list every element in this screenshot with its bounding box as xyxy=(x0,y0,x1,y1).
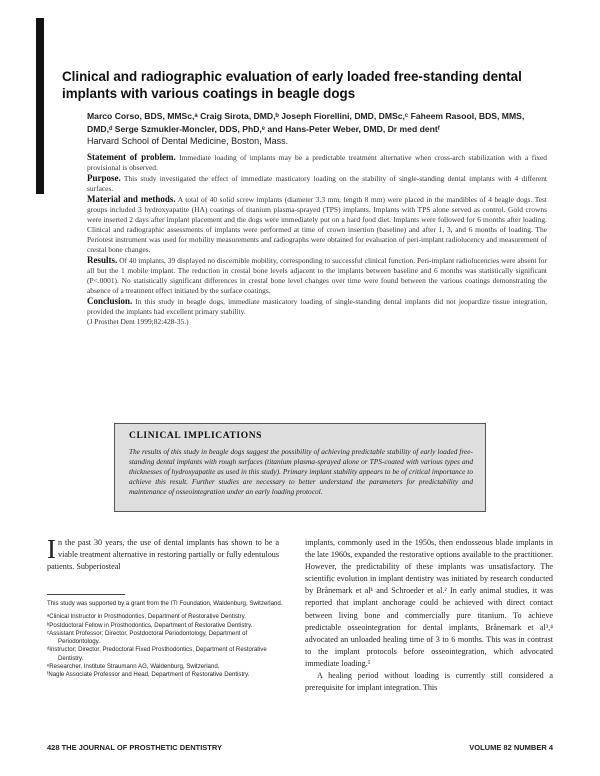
footnote-c: ᶜAssistant Professor; Director, Postdoctoral Periodontology, Department of Periodontology. xyxy=(47,629,248,646)
author-list: Marco Corso, BDS, MMSc,ᵃ Craig Sirota, DMD,ᵇ Joseph Fiorellini, DMD, DMSc,ᶜ Faheem Rasool, BDS, MMS, DMD,ᵈ Serge Szmukler-Moncler, DDS, PhD,ᵉ and Hans-Peter Weber, DMD, Dr med dentᶠ xyxy=(87,111,525,134)
footnote-d: ᵈInstructor; Director, Predoctoral Fixed Prosthodontics, Department of Restorative Dentistry. xyxy=(47,646,267,662)
abstract-problem xyxy=(87,152,547,173)
affiliation: Harvard School of Dental Medicine, Boston, Mass. xyxy=(87,136,289,146)
abstract-conclusion-text: In this study in beagle dogs, immediate masticatory loading of single-standing dental implants did not jeopardize tissue integration, provided the implants had excellent primary stability. xyxy=(87,297,547,316)
abstract-purpose-text: This study investigated the effect of immediate masticatory loading on the stability of single-standing dental implants with 4 different surfaces. xyxy=(87,174,547,193)
article-title: Clinical and radiographic evaluation of early loaded free-standing dental implants with various coatings in beagle dogs xyxy=(62,69,522,101)
abstract-problem-heading: Statement of problem. xyxy=(87,152,176,162)
abstract-results-heading: Results. xyxy=(87,255,118,265)
footnote-a: ᵃClinical Instructor in Prosthodontics, Department of Restorative Dentistry. xyxy=(47,613,246,621)
abstract-conclusion xyxy=(87,296,547,317)
abstract-problem-text: Immediate loading of implants may be a predictable treatment alternative when cross-arch stabilization with a fixed provisional is observed. xyxy=(87,153,547,172)
intro-paragraph: n the past 30 years, the use of dental implants has shown to be a viable treatment alternative in restoring partially or fully edentulous patients. Subperiosteal xyxy=(47,538,279,572)
abstract-purpose-heading: Purpose. xyxy=(87,173,121,183)
clinical-implications-box xyxy=(114,423,486,512)
abstract-methods-text: A total of 40 solid screw implants (diameter 3.3 mm, length 8 mm) were placed in the mandibles of 4 beagle dogs. Test groups included 3 hydroxyapatite (HA) coatings of titanium plasma-sprayed (TPS) implants. Implants with TPS alone served as control. Gold crowns were inserted 2 days after implant placement and the dogs were immediately put on a hard food diet. Implants were followed for 6 months after loading. Clinical and radiographic assessments of implants were performed at time of crown insertion (baseline) and after 1, 3, and 6 months of loading. The Periotest instrument was used for mobility measurements and radiographs were obtained for evaluation of peri-implant radiolucency and measurement of crestal bone changes. xyxy=(87,195,547,254)
body-column-left xyxy=(47,534,279,573)
body-paragraph: A healing period without loading is currently still considered a prerequisite for implant integration. This xyxy=(305,671,553,693)
clinical-implications-text: The results of this study in beagle dogs suggest the possibility of achieving predictable stability of early loaded free-standing dental implants with rough surfaces (titanium plasma-sprayed alone or TPS-coated with various types and thicknesses of hydroxyapatite as used in this study). Primary implant stability appears to be of critical importance to achieve this result. Further studies are necessary to better understand the parameters for predictability and maintenance of osseointegration under an early loading protocol. xyxy=(129,447,473,496)
abstract-results xyxy=(87,255,547,296)
abstract-methods xyxy=(87,194,547,255)
footnote-b: ᵇPostdoctoral Fellow in Prosthodontics, Department of Restorative Dentistry. xyxy=(47,621,253,629)
body-paragraph: implants, commonly used in the 1950s, then endosseous blade implants in the late 1960s, expanded the restorative options available to the practitioner. However, the predictability of these implants was unsatisfactory. The scientific evolution in implant dentistry was initiated by research conducted by Brånemark et al¹ and Schroeder et al.² In early animal studies, it was reported that implant anchorage could be achieved with direct contact between living bone and commercially pure titanium. To achieve predictable osseointegration for dental implants, Brånemark et al³,⁴ advocated an unloaded healing time of 3 to 6 months. This was in contrast to the implant protocols before osseointegration, which advocated immediate loading.⁵ xyxy=(305,538,553,668)
abstract-purpose xyxy=(87,173,547,194)
abstract-conclusion-heading: Conclusion. xyxy=(87,296,133,306)
footnote-divider xyxy=(47,594,125,595)
decorative-side-bar xyxy=(36,18,44,194)
footnote-e: ᵉResearcher, Institute Straumann AG, Waldenburg, Switzerland. xyxy=(47,663,220,671)
body-column-right xyxy=(305,537,553,694)
footnote-f: ᶠNagle Associate Professor and Head, Department of Restorative Dentistry. xyxy=(47,671,250,679)
footnote-funding: This study was supported by a grant from the ITI Foundation, Waldenburg, Switzerland. xyxy=(47,600,283,607)
drop-cap: I xyxy=(47,534,56,564)
abstract-results-text: Of 40 implants, 39 displayed no discernible mobility, corresponding to successful clinical function. Peri-implant radiolucencies were absent for all but the 1 mobile implant. The reduction in crestal bone levels adjacent to the implants between baseline and 6 months was statistically significant (P<.0001). No statistically significant differences in crestal bone level changes over time were found between the various coatings demonstrating the absence of a treatment effect initiated by the surface coatings. xyxy=(87,256,548,295)
abstract xyxy=(87,152,547,327)
footnotes xyxy=(47,600,287,680)
volume-footer: VOLUME 82 NUMBER 4 xyxy=(469,743,553,752)
journal-footer: 428 THE JOURNAL OF PROSTHETIC DENTISTRY xyxy=(47,743,223,752)
clinical-implications-heading: CLINICAL IMPLICATIONS xyxy=(129,431,263,441)
abstract-citation: (J Prosthet Dent 1999;82:428-35.) xyxy=(87,317,189,326)
abstract-methods-heading: Material and methods. xyxy=(87,194,176,204)
